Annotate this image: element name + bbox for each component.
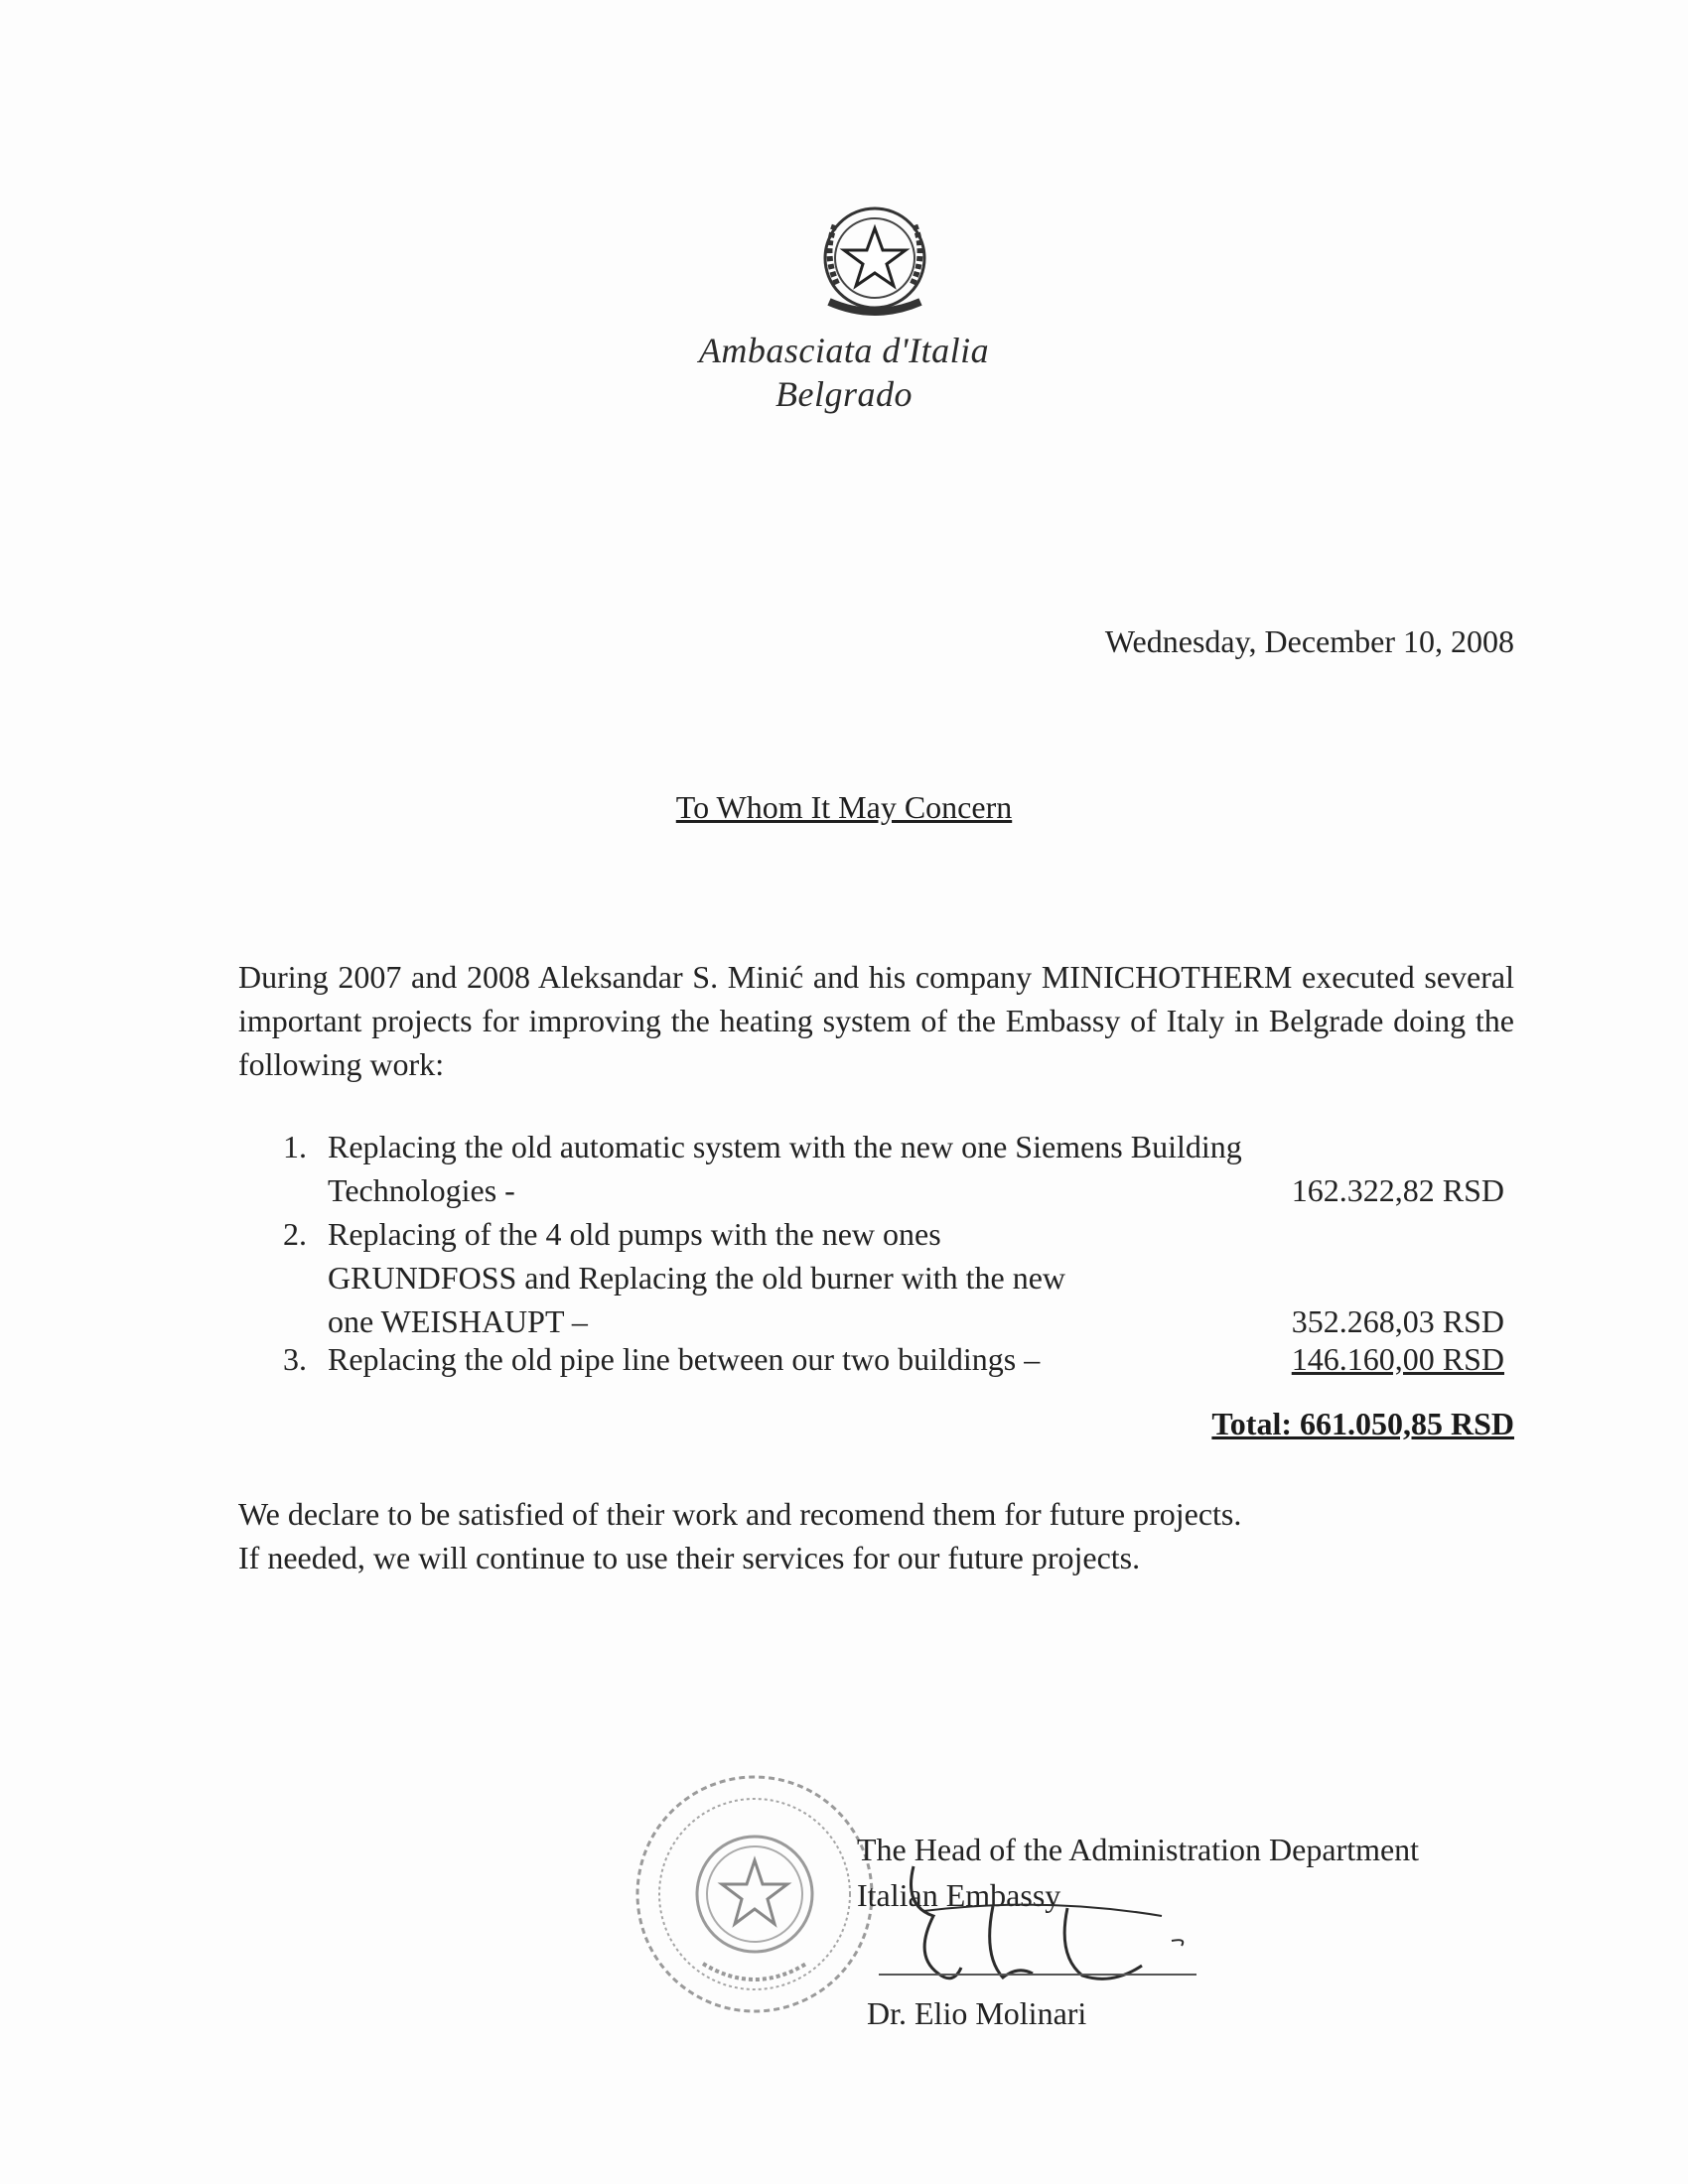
item-line: [328, 1125, 1514, 1168]
letterhead-city: Belgrado: [775, 374, 913, 414]
item-line: GRUNDFOSS and Replacing the old burner with the new: [328, 1260, 1066, 1296]
item-amount: 146.160,00 RSD: [1291, 1341, 1504, 1377]
item-number: 3.: [283, 1341, 307, 1377]
item-line: Replacing of the 4 old pumps with the new ones: [328, 1216, 941, 1252]
total-amount: Total: 661.050,85 RSD: [1211, 1406, 1514, 1441]
italian-republic-emblem-icon: [807, 195, 942, 328]
item-amount: 352.268,03 RSD: [1291, 1303, 1504, 1339]
intro-paragraph: During 2007 and 2008 Aleksandar S. Minić and his company MINICHOTHERM executed several important projects for improving the heating system of the Embassy of Italy in Belgrade doing the following work:: [238, 959, 1514, 1082]
letter-date: Wednesday, December 10, 2008: [1104, 623, 1514, 659]
item-line: one WEISHAUPT –: [328, 1303, 588, 1339]
item-number: 1.: [283, 1129, 307, 1164]
signatory-title-line-2: Italian Embassy: [857, 1877, 1061, 1913]
closing-paragraph: [238, 1492, 1514, 1579]
letterhead-embassy-name: Ambasciata d'Italia: [698, 331, 990, 370]
closing-line-1: We declare to be satisfied of their work and recomend them for future projects.: [238, 1496, 1242, 1532]
signatory-title-line-1: The Head of the Administration Department: [857, 1832, 1420, 1867]
item-number: 2.: [283, 1216, 307, 1252]
item-amount: 162.322,82 RSD: [1291, 1172, 1504, 1208]
item-line: Technologies -: [328, 1172, 515, 1208]
signature-line: [879, 1974, 1196, 1976]
letter-subject: To Whom It May Concern: [675, 789, 1013, 825]
item-line: Replacing the old pipe line between our two buildings –: [328, 1341, 1041, 1377]
signer-name: Dr. Elio Molinari: [867, 1995, 1087, 2031]
item-text: Replacing the old automatic system with the new one Siemens Building: [328, 1129, 1242, 1164]
closing-line-2: If needed, we will continue to use their services for our future projects.: [238, 1540, 1141, 1575]
handwritten-signature-icon: [844, 1846, 1201, 2005]
